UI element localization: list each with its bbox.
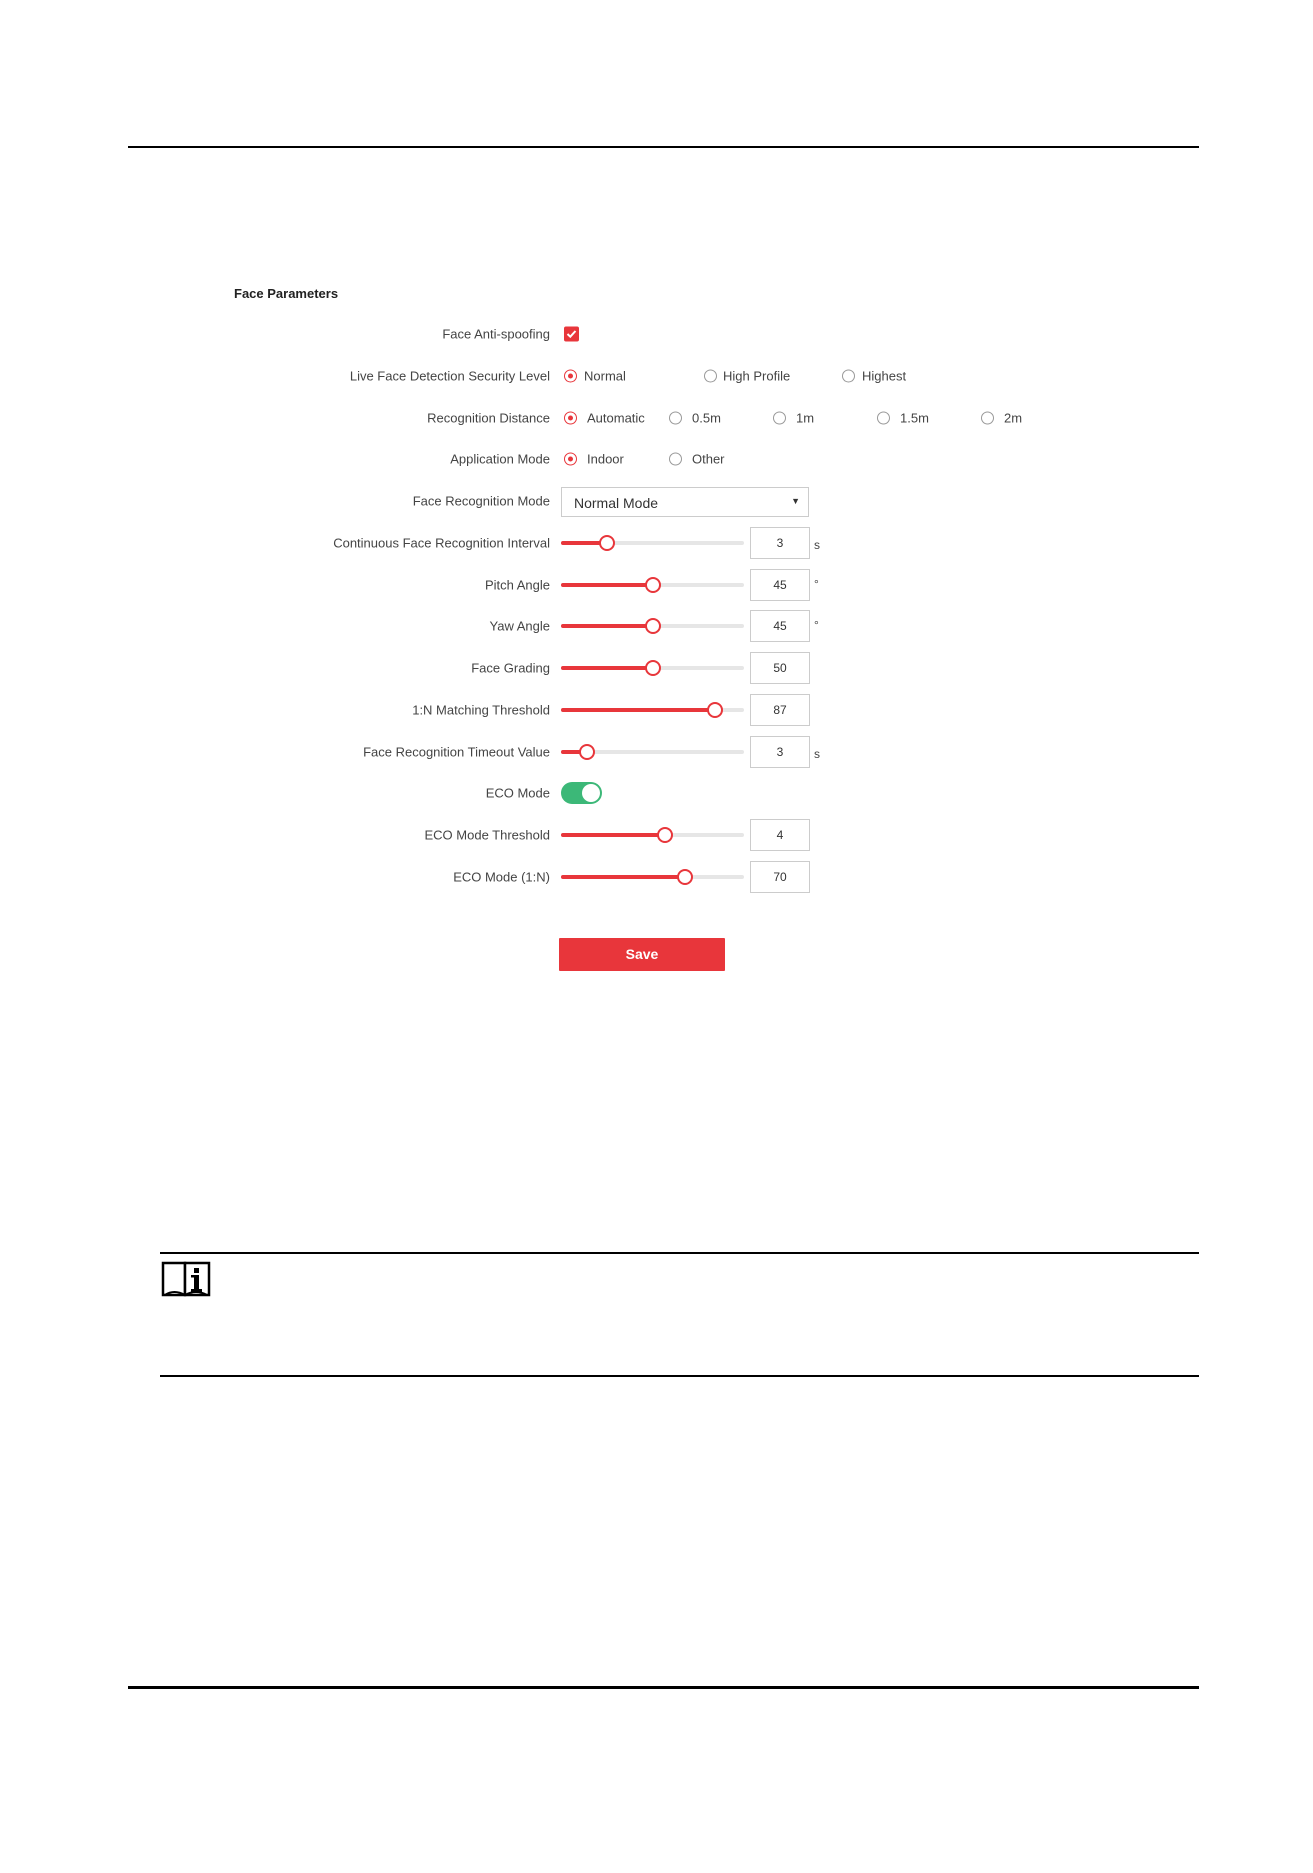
note-book-info-icon bbox=[161, 1259, 211, 1299]
mode-indoor-radio[interactable] bbox=[564, 453, 577, 466]
recognition-distance-label: Recognition Distance bbox=[427, 410, 550, 426]
slider-fill bbox=[561, 624, 653, 628]
mode-other-label: Other bbox=[692, 451, 725, 467]
slider-thumb[interactable] bbox=[645, 577, 661, 593]
distance-1m-radio[interactable] bbox=[773, 412, 786, 425]
eco-threshold-label: ECO Mode Threshold bbox=[424, 827, 550, 843]
slider-thumb[interactable] bbox=[657, 827, 673, 843]
caret-down-icon: ▼ bbox=[791, 496, 800, 506]
pitch-angle-label: Pitch Angle bbox=[484, 577, 550, 593]
slider-fill bbox=[561, 666, 653, 670]
distance-1-5m-label: 1.5m bbox=[900, 410, 929, 426]
continuous-interval-label: Continuous Face Recognition Interval bbox=[333, 535, 550, 551]
security-highest-radio[interactable] bbox=[842, 370, 855, 383]
face-grading-input[interactable]: 50 bbox=[750, 652, 810, 684]
distance-automatic-label: Automatic bbox=[587, 410, 645, 426]
recognition-mode-select[interactable] bbox=[561, 487, 809, 517]
section-title: Face Parameters bbox=[234, 286, 339, 301]
security-highest-label: Highest bbox=[862, 368, 907, 384]
slider-fill bbox=[561, 875, 685, 879]
timeout-value-slider[interactable] bbox=[561, 750, 744, 754]
security-level-label: Live Face Detection Security Level bbox=[349, 368, 550, 384]
eco-threshold-slider[interactable] bbox=[561, 833, 744, 837]
timeout-value-input[interactable]: 3 bbox=[750, 736, 810, 768]
pitch-angle-unit: ° bbox=[814, 577, 819, 591]
slider-thumb[interactable] bbox=[707, 702, 723, 718]
eco-mode-1n-slider[interactable] bbox=[561, 875, 744, 879]
continuous-interval-slider[interactable] bbox=[561, 541, 744, 545]
eco-threshold-input[interactable]: 4 bbox=[750, 819, 810, 851]
continuous-interval-unit: s bbox=[814, 538, 820, 552]
distance-automatic-radio[interactable] bbox=[564, 412, 577, 425]
security-normal-radio[interactable] bbox=[564, 370, 577, 383]
eco-mode-label: ECO Mode bbox=[485, 785, 550, 801]
yaw-angle-unit: ° bbox=[814, 618, 819, 632]
recognition-mode-label: Face Recognition Mode bbox=[412, 493, 550, 509]
pitch-angle-input[interactable]: 45 bbox=[750, 569, 810, 601]
distance-0-5m-radio[interactable] bbox=[669, 412, 682, 425]
slider-thumb[interactable] bbox=[599, 535, 615, 551]
face-grading-slider[interactable] bbox=[561, 666, 744, 670]
pitch-angle-slider[interactable] bbox=[561, 583, 744, 587]
slider-thumb[interactable] bbox=[645, 618, 661, 634]
mode-other-radio[interactable] bbox=[669, 453, 682, 466]
security-normal-label: Normal bbox=[584, 368, 626, 384]
slider-thumb[interactable] bbox=[645, 660, 661, 676]
distance-1-5m-radio[interactable] bbox=[877, 412, 890, 425]
footer-rule bbox=[128, 1686, 1199, 1689]
mode-indoor-label: Indoor bbox=[587, 451, 624, 467]
slider-fill bbox=[561, 583, 653, 587]
application-mode-label: Application Mode bbox=[450, 451, 550, 467]
slider-fill bbox=[561, 708, 715, 712]
continuous-interval-input[interactable]: 3 bbox=[750, 527, 810, 559]
distance-2m-label: 2m bbox=[1004, 410, 1023, 426]
eco-mode-1n-input[interactable]: 70 bbox=[750, 861, 810, 893]
slider-thumb[interactable] bbox=[677, 869, 693, 885]
note-top-rule bbox=[160, 1252, 1199, 1254]
check-icon bbox=[564, 327, 579, 342]
header-rule bbox=[128, 146, 1199, 148]
yaw-angle-input[interactable]: 45 bbox=[750, 610, 810, 642]
recognition-mode-value: Normal Mode bbox=[574, 495, 659, 511]
security-high-profile-label: High Profile bbox=[723, 368, 791, 384]
security-high-profile-radio[interactable] bbox=[704, 370, 717, 383]
eco-mode-toggle[interactable] bbox=[561, 782, 602, 804]
save-button[interactable]: Save bbox=[559, 938, 725, 971]
distance-0-5m-label: 0.5m bbox=[692, 410, 721, 426]
anti-spoofing-checkbox[interactable] bbox=[564, 327, 579, 342]
yaw-angle-label: Yaw Angle bbox=[489, 618, 550, 634]
distance-1m-label: 1m bbox=[796, 410, 815, 426]
note-bottom-rule bbox=[160, 1375, 1199, 1377]
matching-threshold-label: 1:N Matching Threshold bbox=[412, 702, 550, 718]
distance-2m-radio[interactable] bbox=[981, 412, 994, 425]
slider-thumb[interactable] bbox=[579, 744, 595, 760]
timeout-value-label: Face Recognition Timeout Value bbox=[363, 744, 550, 760]
anti-spoofing-label: Face Anti-spoofing bbox=[442, 326, 550, 342]
matching-threshold-slider[interactable] bbox=[561, 708, 744, 712]
timeout-value-unit: s bbox=[814, 747, 820, 761]
slider-fill bbox=[561, 833, 665, 837]
face-grading-label: Face Grading bbox=[471, 660, 550, 676]
eco-mode-1n-label: ECO Mode (1:N) bbox=[453, 869, 550, 885]
matching-threshold-input[interactable]: 87 bbox=[750, 694, 810, 726]
yaw-angle-slider[interactable] bbox=[561, 624, 744, 628]
